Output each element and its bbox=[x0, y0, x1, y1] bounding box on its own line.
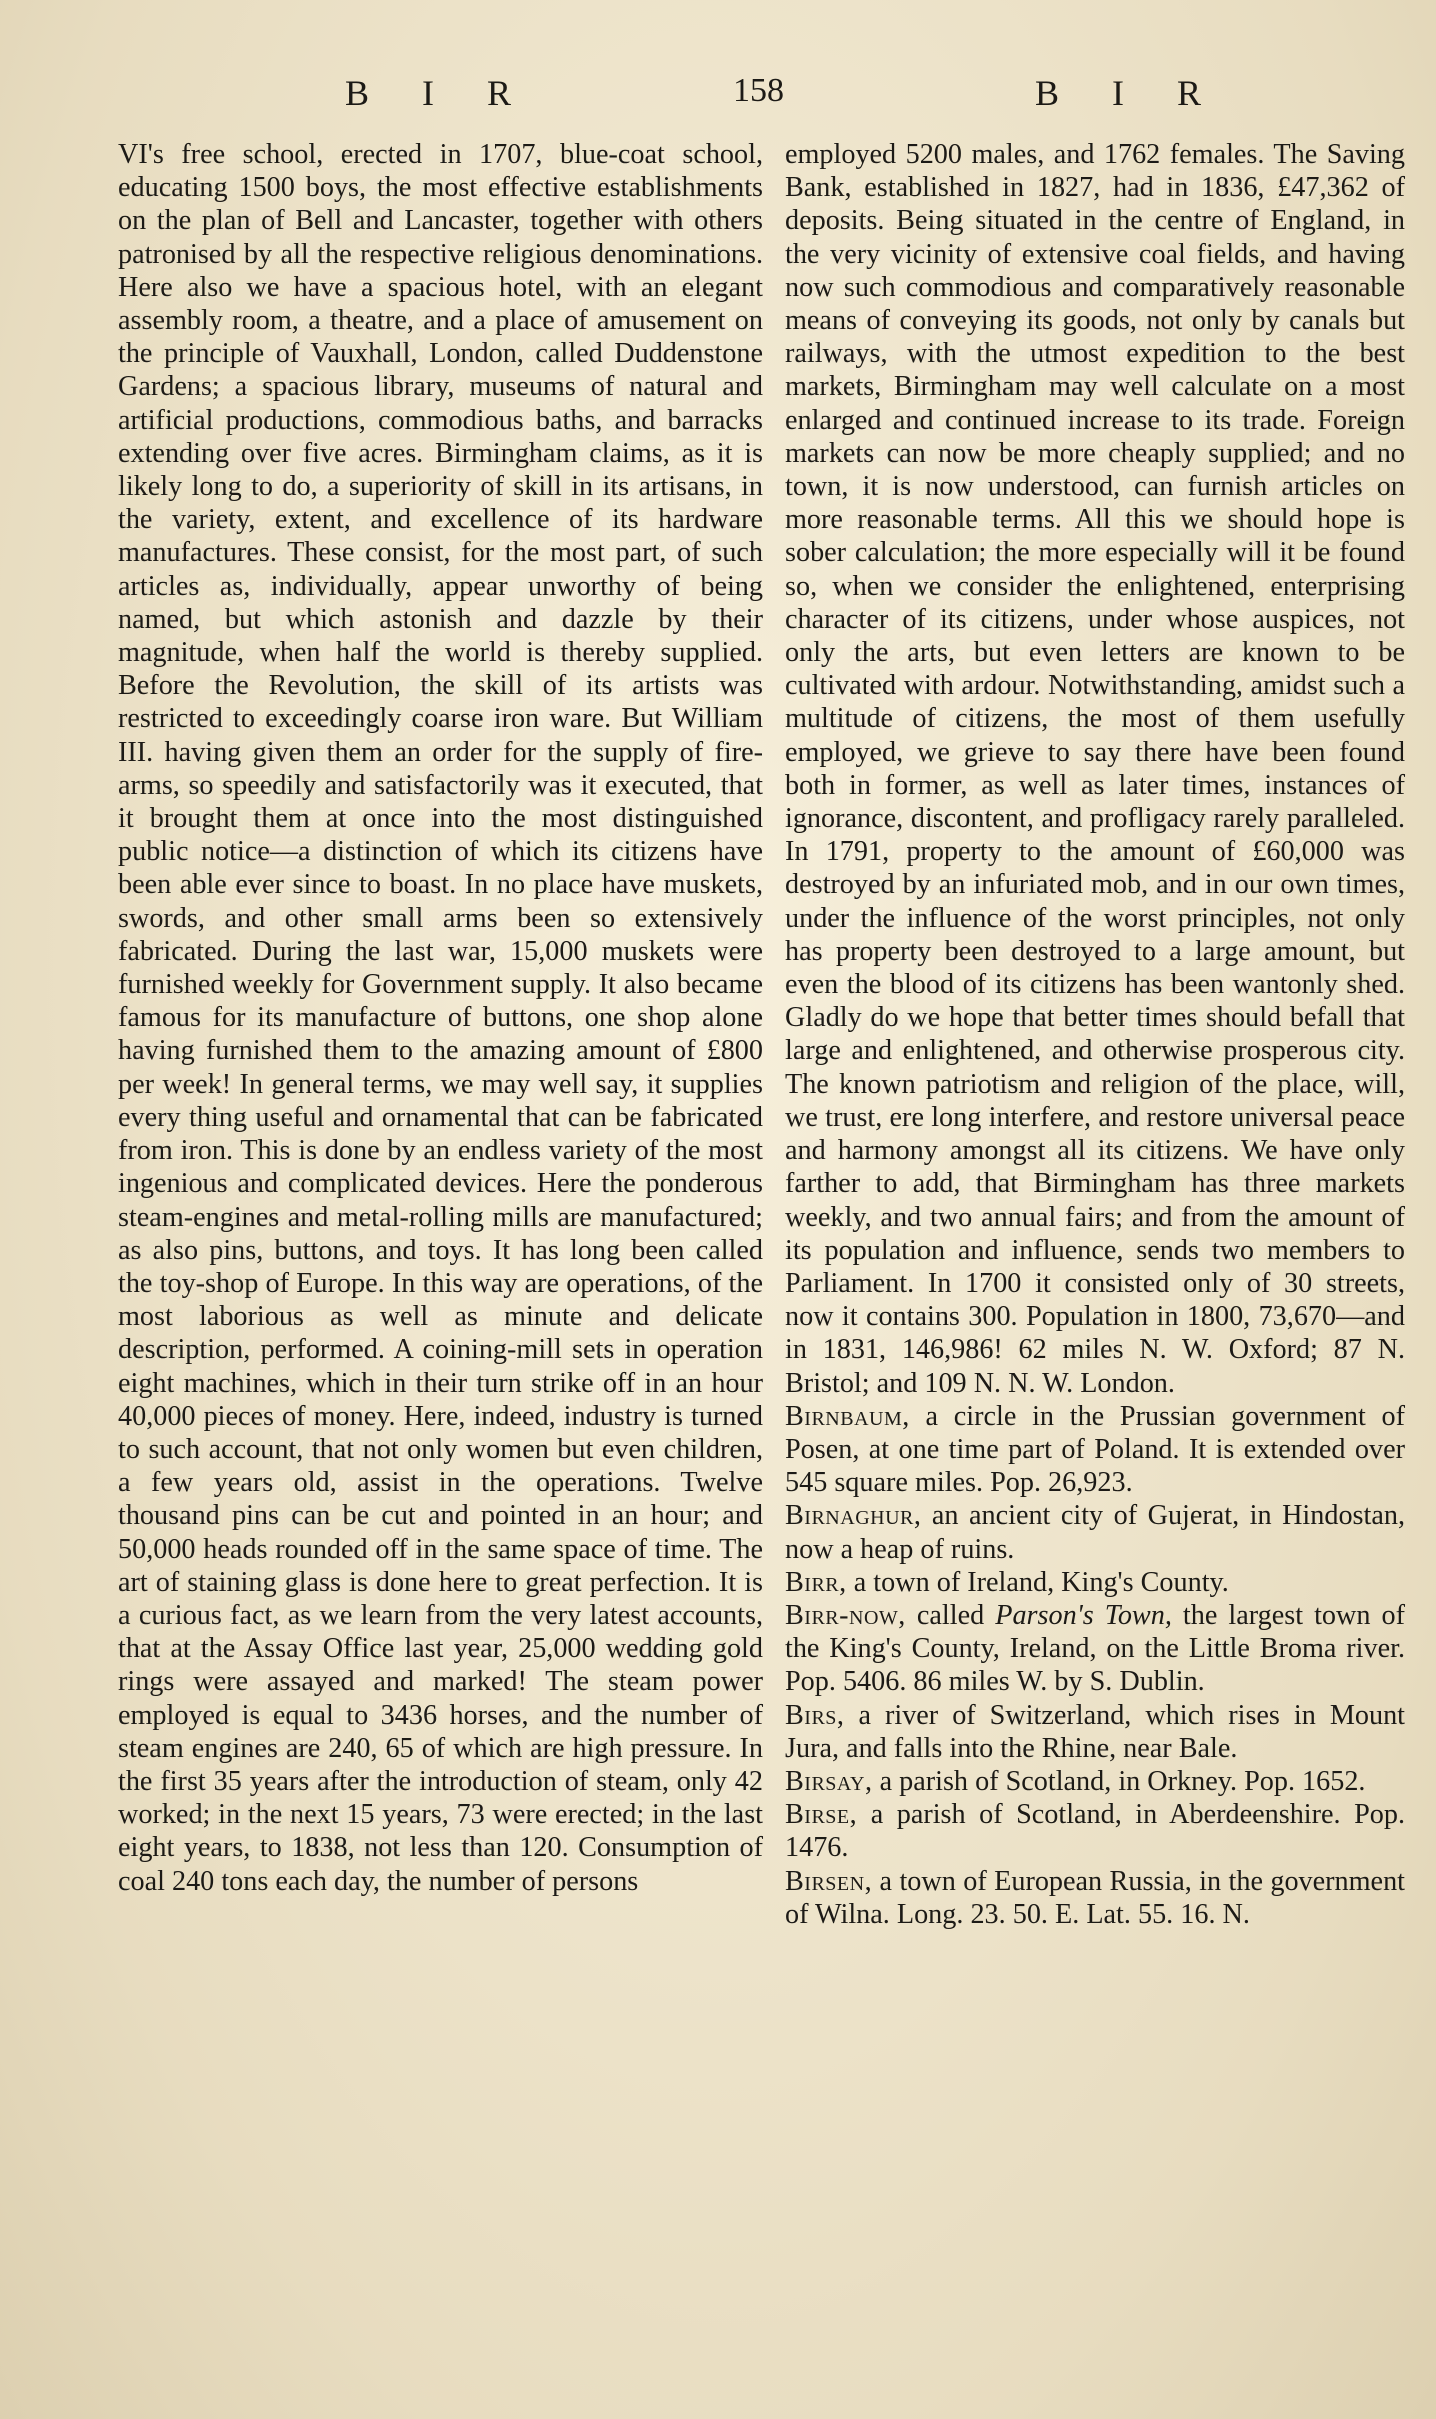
definition: a town of Ireland, King's County. bbox=[846, 1566, 1229, 1598]
headword: Birnaghur, bbox=[785, 1500, 922, 1532]
birmingham-entry-continuation: employed 5200 males, and 1762 females. The Saving Bank, established in 1827, had in 1836, £47,362 of deposits. Being situated in the centre of England, in the very vicinity of extensive coal fields, and having now such commodious and comparatively reasonable means of conveying its goods, not only by canals but railways, with the utmost expedition to the best markets, Birmingham may well calculate on a most enlarged and continued increase to its trade. Foreign markets can now be more cheaply supplied; and no town, it is now understood, can furnish articles on more reasonable terms. All this we should hope is sober calculation; the more especially will it be found so, when we consider the enlightened, enterprising character of its citizens, under whose auspices, not only the arts, but even letters are known to be cultivated with ardour. Notwithstanding, amidst such a multitude of citizens, the most of them usefully employed, we grieve to say there have been found both in former, as well as later times, instances of ignorance, discontent, and profligacy rarely paralleled. In 1791, property to the amount of £60,000 was destroyed by an infuriated mob, and in our own times, under the influence of the worst principles, not only has property been destroyed to a large amount, but even the blood of its citizens has been wantonly shed. Gladly do we hope that better times should befall that large and enlightened, and otherwise prosperous city. The known patriotism and religion of the place, will, we trust, ere long interfere, and restore universal peace and harmony amongst all its citizens. We have only farther to add, that Birmingham has three markets weekly, and two annual fairs; and from the amount of its population and influence, sends two members to Parliament. In 1700 it consisted only of 30 streets, now it contains 300. Population in 1800, 73,670—and in 1831, 146,986! 62 miles N. W. Oxford; 87 N. Bristol; and 109 N. N. W. London. bbox=[785, 139, 1405, 1399]
definition: an ancient city of Gujerat, in Hindostan, now a heap of ruins. bbox=[785, 1500, 1405, 1565]
headword: Birsen, bbox=[785, 1865, 873, 1897]
birmingham-entry-continued: VI's free school, erected in 1707, blue-coat school, educating 1500 boys, the most effective establishments on the plan of Bell and Lancaster, together with others patronised by all the respective religious denominations. Here also we have a spacious hotel, with an elegant assembly room, a theatre, and a place of amusement on the principle of Vauxhall, London, called Duddenstone Gardens; a spacious library, museums of natural and artificial productions, commodious baths, and barracks extending over five acres. Birmingham claims, as it is likely long to do, a superiority of skill in its artisans, in the variety, extent, and excellence of its hardware manufactures. These consist, for the most part, of such articles as, individually, appear unworthy of being named, but which astonish and dazzle by their magnitude, when half the world is thereby supplied. Before the Revolution, the skill of its artists was restricted to exceedingly coarse iron ware. But William III. having given them an order for the supply of fire-arms, so speedily and satisfactorily was it executed, that it brought them at once into the most distinguished public notice—a distinction of which its citizens have been able ever since to boast. In no place have muskets, swords, and other small arms been so extensively fabricated. During the last war, 15,000 muskets were furnished weekly for Government supply. It also became famous for its manufacture of buttons, one shop alone having furnished them to the amazing amount of £800 per week! In general terms, we may well say, it supplies every thing useful and ornamental that can be fabricated from iron. This is done by an endless variety of the most ingenious and complicated devices. Here the ponderous steam-engines and metal-rolling mills are manufactured; as also pins, buttons, and toys. It has long been called the toy-shop of Europe. In this way are operations, of the most laborious as well as minute and delicate description, performed. A coining-mill sets in operation eight machines, which in their turn strike off in an hour 40,000 pieces of money. Here, indeed, industry is turned to such account, that not only women but even children, a few years old, assist in the operations. Twelve thousand pins can be cut and pointed in an hour; and 50,000 heads rounded off in the same space of time. The art of staining glass is done here to great perfection. It is a curious fact, as we learn from the very latest accounts, that at the Assay Office last year, 25,000 wedding gold rings were assayed and marked! The steam power employed is equal to 3436 horses, and the number of steam engines are 240, 65 of which are high pressure. In the first 35 years after the introduction of steam, only 42 worked; in the next 15 years, 73 were erected; in the last eight years, to 1838, not less than 120. Consumption of coal 240 tons each day, the number of persons bbox=[118, 139, 763, 1897]
page-number: 158 bbox=[733, 72, 784, 109]
definition: a circle in the Prussian government of Posen, at one time part of Poland. It is extended over 545 square miles. Pop. 26,923. bbox=[785, 1400, 1405, 1499]
left-column bbox=[118, 138, 763, 1898]
entry-birr bbox=[785, 1566, 1405, 1599]
headword: Birr, bbox=[785, 1566, 847, 1598]
definition: a parish of Scotland, in Orkney. Pop. 1652. bbox=[872, 1765, 1366, 1797]
definition-prefix: called bbox=[905, 1599, 996, 1631]
entry-birr-now bbox=[785, 1599, 1405, 1699]
entry-birnaghur bbox=[785, 1499, 1405, 1565]
headword: Birse, bbox=[785, 1799, 858, 1831]
headword: Birs, bbox=[785, 1699, 845, 1731]
headword: Birsay, bbox=[785, 1765, 873, 1797]
running-header bbox=[0, 72, 1436, 122]
entry-birsen bbox=[785, 1865, 1405, 1931]
alternate-name: Parson's Town, bbox=[995, 1599, 1172, 1631]
entry-birs bbox=[785, 1699, 1405, 1765]
entry-birse bbox=[785, 1798, 1405, 1864]
definition: a parish of Scotland, in Aberdeenshire. Pop. 1476. bbox=[785, 1799, 1405, 1864]
entry-birsay bbox=[785, 1765, 1405, 1798]
entry-birnbaum bbox=[785, 1400, 1405, 1500]
right-column bbox=[785, 138, 1405, 1931]
definition: the largest town of the King's County, Ireland, on the Little Broma river. Pop. 5406. 86 miles W. by S. Dublin. bbox=[785, 1599, 1406, 1698]
header-left-guide-word: B I R bbox=[345, 73, 534, 113]
definition: a river of Switzerland, which rises in Mount Jura, and falls into the Rhine, near Bale. bbox=[785, 1699, 1405, 1764]
headword: Birnbaum, bbox=[785, 1400, 910, 1432]
definition: a town of European Russia, in the government of Wilna. Long. 23. 50. E. Lat. 55. 16. N. bbox=[785, 1865, 1405, 1930]
headword: Birr-now, bbox=[785, 1599, 906, 1631]
header-right-guide-word: B I R bbox=[1035, 73, 1224, 113]
